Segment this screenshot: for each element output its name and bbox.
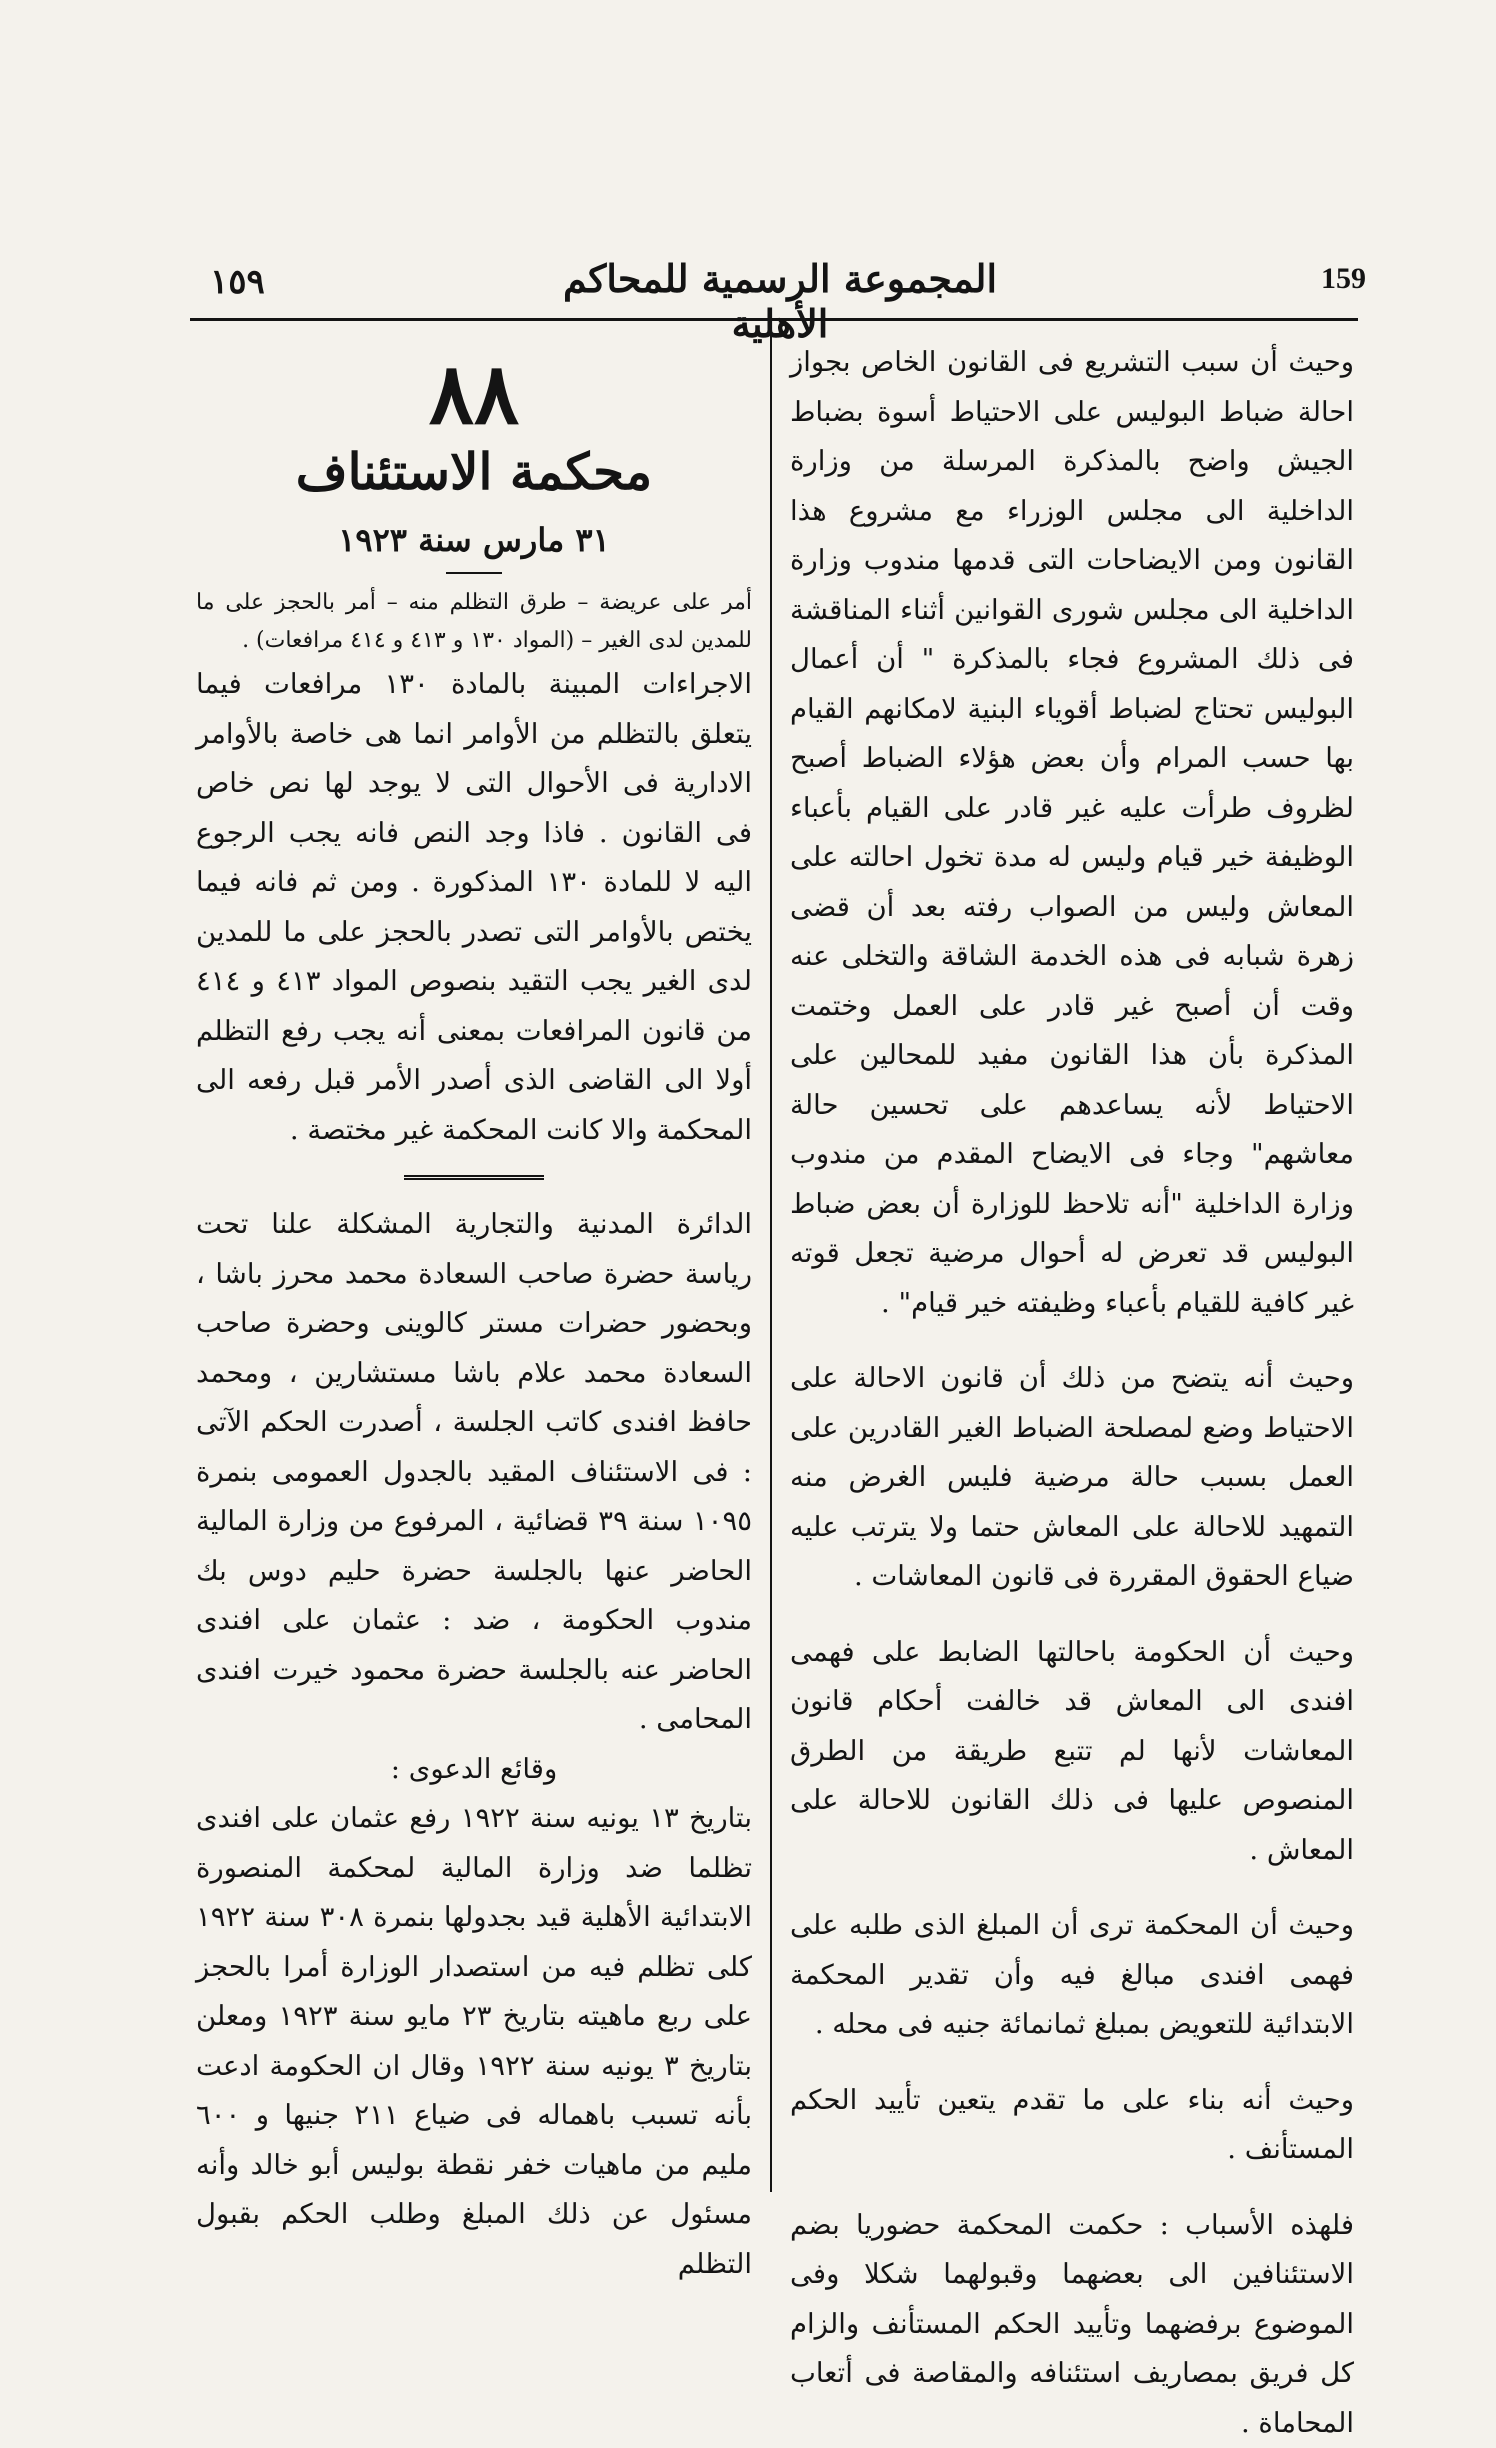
right-column [790,338,1354,2448]
left-column [196,338,752,2289]
court-name: محكمة الاستئناف [196,440,752,504]
summary: الاجراءات المبينة بالمادة ١٣٠ مرافعات فيما يتعلق بالتظلم من الأوامر انما هى خاصة بالأوامر الادارية فى الأحوال التى لا يوجد لها نص خاص فى القانون . فاذا وجد النص فانه يجب الرجوع اليه لا للمادة ١٣٠ المذكورة . ومن ثم فانه فيما يختص بالأوامر التى تصدر بالحجز على ما للمدين لدى الغير يجب التقيد بنصوص المواد ٤١٣ و ٤١٤ من قانون المرافعات بمعنى أنه يجب رفع التظلم أولا الى القاضى الذى أصدر الأمر قبل رفعه الى المحكمة والا كانت المحكمة غير مختصة . [196,660,752,1155]
running-title: المجموعة الرسمية للمحاكم الأهلية [560,256,1000,346]
section-rule [404,1175,544,1180]
headnote: أمر على عريضة – طرق التظلم منه – أمر بالحجز على ما للمدين لدى الغير – (المواد ١٣٠ و ٤١٣ و ٤١٤ مرافعات) . [196,584,752,660]
paragraph-government-violation: وحيث أن الحكومة باحالتها الضابط على فهمى افندى الى المعاش قد خالفت أحكام قانون المعاشات لأنها لم تتبع طريقة من الطرق المنصوص عليها فى ذلك القانون للاحالة على المعاش . [790,1628,1354,1876]
paragraph-reserve-law: وحيث أنه يتضح من ذلك أن قانون الاحالة على الاحتياط وضع لمصلحة الضباط الغير القادرين على العمل بسبب حالة مرضية فليس الغرض منه التمهيد للاحالة على المعاش حتما ولا يترتب عليه ضياع الحقوق المقررة فى قانون المعاشات . [790,1354,1354,1602]
header-rule [190,318,1358,321]
case-date: ٣١ مارس سنة ١٩٢٣ [196,512,752,568]
paragraph-legislation-reason: وحيث أن سبب التشريع فى القانون الخاص بجواز احالة ضباط البوليس على الاحتياط أسوة بضباط الجيش واضح بالمذكرة المرسلة من وزارة الداخلية الى مجلس الوزراء مع مشروع هذا القانون ومن الايضاحات التى قدمها مندوب وزارة الداخلية الى مجلس شورى القوانين أثناء المناقشة فى ذلك المشروع فجاء بالمذكرة " أن أعمال البوليس تحتاج لضباط أقوياء البنية لامكانهم القيام بها حسب المرام وأن بعض هؤلاء الضباط أصبح لظروف طرأت عليه غير قادر على القيام بأعباء الوظيفة خير قيام وليس له مدة تخول احالته على المعاش وليس من الصواب رفته بعد أن قضى زهرة شبابه فى هذه الخدمة الشاقة والتخلى عنه وقت أن أصبح غير قادر على العمل وختمت المذكرة بأن هذا القانون مفيد للمحالين على الاحتياط لأنه يساعدهم على تحسين حالة معاشهم" وجاء فى الايضاح المقدم من مندوب وزارة الداخلية "أنه تلاحظ للوزارة أن بعض ضباط البوليس قد تعرض له أحوال مرضية تجعل قوته غير كافية للقيام بأعباء وظيفته خير قيام" . [790,338,1354,1328]
facts-heading: وقائع الدعوى : [196,1745,752,1795]
column-divider [770,322,772,2192]
paragraph-verdict: فلهذه الأسباب : حكمت المحكمة حضوريا بضم الاستئنافين الى بعضهما وقبولهما شكلا وفى الموضوع برفضهما وتأييد الحكم المستأنف والزام كل فريق بمصاريف استئنافه والمقاصة فى أتعاب المحاماة . [790,2201,1354,2448]
paragraph-compensation: وحيث أن المحكمة ترى أن المبلغ الذى طلبه على فهمى افندى مبالغ فيه وأن تقدير المحكمة الابتدائية للتعويض بمبلغ ثمانمائة جنيه فى محله . [790,1901,1354,2050]
bench-composition: الدائرة المدنية والتجارية المشكلة علنا تحت رياسة حضرة صاحب السعادة محمد محرز باشا ، وبحضور حضرات مستر كالوينى وحضرة صاحب السعادة محمد علام باشا مستشارين ، ومحمد حافظ افندى كاتب الجلسة ، أصدرت الحكم الآتى : فى الاستئناف المقيد بالجدول العمومى بنمرة ١٠٩٥ سنة ٣٩ قضائية ، المرفوع من وزارة المالية الحاضر عنها بالجلسة حضرة حليم دوس بك مندوب الحكومة ، ضد : عثمان على افندى الحاضر عنه بالجلسة حضرة محمود خيرت افندى المحامى . [196,1200,752,1745]
page-number-arabic: ١٥٩ [210,262,265,302]
facts-paragraph: بتاريخ ١٣ يونيه سنة ١٩٢٢ رفع عثمان على افندى تظلما ضد وزارة المالية لمحكمة المنصورة الابتدائية الأهلية قيد بجدولها بنمرة ٣٠٨ سنة ١٩٢٢ كلى تظلم فيه من استصدار الوزارة أمرا بالحجز على ربع ماهيته بتاريخ ٢٣ مايو سنة ١٩٢٣ ومعلن بتاريخ ٣ يونيه سنة ١٩٢٢ وقال ان الحكومة ادعت بأنه تسبب باهماله فى ضياع ٢١١ جنيها و ٦٠٠ مليم من ماهيات خفر نقطة بوليس أبو خالد وأنه مسئول عن ذلك المبلغ وطلب الحكم بقبول التظلم [196,1794,752,2289]
short-rule [446,572,502,574]
case-number: ٨٨ [196,348,752,440]
paragraph-conclusion: وحيث أنه بناء على ما تقدم يتعين تأييد الحكم المستأنف . [790,2076,1354,2175]
page-number: 159 [1321,262,1366,296]
